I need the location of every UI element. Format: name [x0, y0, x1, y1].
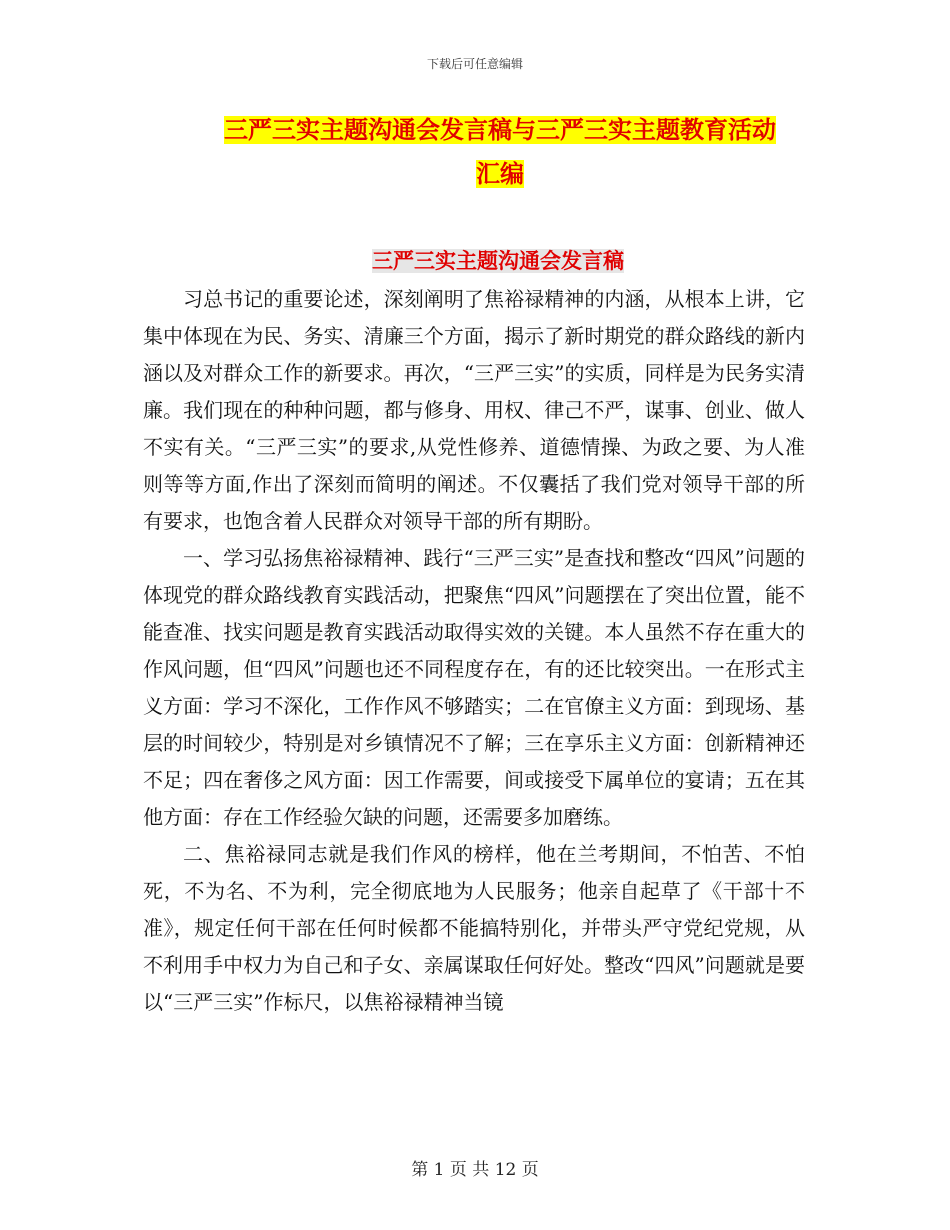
- document-title: [185, 108, 815, 196]
- header-note: 下载后可任意编辑: [426, 57, 523, 71]
- page-footer: 第 1 页 共 12 页: [411, 1160, 539, 1180]
- title-line-2: 汇编: [476, 160, 524, 188]
- section-title: [0, 245, 950, 275]
- paragraph-1: 习总书记的重要论述，深刻阐明了焦裕禄精神的内涵，从根本上讲，它集中体现在为民、务实、清廉三个方面，揭示了新时期党的群众路线的新内涵以及对群众工作的新要求。再次，“三严三实”的实质，同样是为民务实清廉。我们现在的种种问题，都与修身、用权、律己不严，谋事、创业、做人不实有关。“三严三实”的要求,从党性修养、道德情操、为政之要、为人准则等等方面,作出了深刻而简明的阐述。不仅囊括了我们党对领导干部的所有要求，也饱含着人民群众对领导干部的所有期盼。: [143, 287, 805, 533]
- title-line-1: 三严三实主题沟通会发言稿与三严三实主题教育活动: [224, 116, 776, 144]
- section-title-text: 三严三实主题沟通会发言稿: [372, 249, 624, 273]
- document-body: [143, 281, 805, 1021]
- paragraph-3: 二、焦裕禄同志就是我们作风的榜样，他在兰考期间，不怕苦、不怕死，不为名、不为利，完全彻底地为人民服务；他亲自起草了《干部十不准》，规定任何干部在任何时候都不能搞特别化，并带头严守党纪党规，从不利用手中权力为自己和子女、亲属谋取任何好处。整改“四风”问题就是要以“三严三实”作标尺，以焦裕禄精神当镜: [143, 842, 805, 1014]
- paragraph-2: 一、学习弘扬焦裕禄精神、践行“三严三实”是查找和整改“四风”问题的体现党的群众路线教育实践活动，把聚焦“四风”问题摆在了突出位置，能不能查准、找实问题是教育实践活动取得实效的关键。本人虽然不存在重大的作风问题，但“四风”问题也还不同程度存在，有的还比较突出。一在形式主义方面：学习不深化，工作作风不够踏实；二在官僚主义方面：到现场、基层的时间较少，特别是对乡镇情况不了解；三在享乐主义方面：创新精神还不足；四在奢侈之风方面：因工作需要，间或接受下属单位的宴请；五在其他方面：存在工作经验欠缺的问题，还需要多加磨练。: [143, 546, 805, 829]
